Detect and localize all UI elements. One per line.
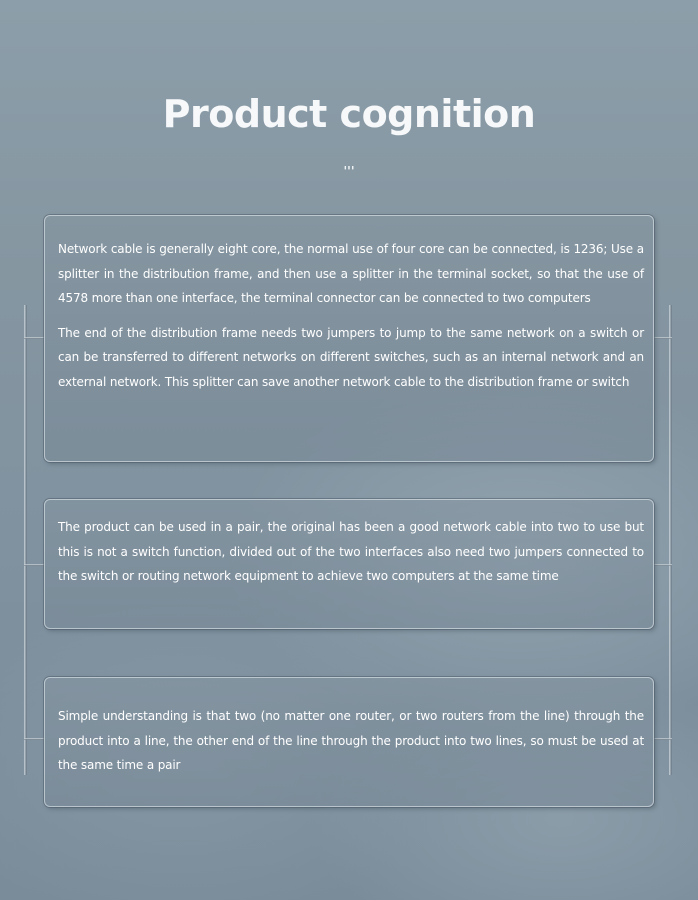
- panel-paragraph: The end of the distribution frame needs two jumpers to jump to the same network on a switch or can be transferred to different networks on different switches, such as an internal network and an external network. This splitter can save another network cable to the distribution frame or switch: [58, 325, 644, 389]
- left-rail-connector: [24, 738, 44, 740]
- right-rail-connector: [654, 738, 672, 740]
- right-rail-connector: [654, 337, 672, 339]
- left-decorative-rail: [24, 305, 27, 775]
- title-decoration-mark: ''': [343, 164, 355, 178]
- right-rail-connector: [654, 564, 672, 566]
- info-panel-pair-usage: [44, 499, 654, 629]
- right-decorative-rail: [669, 305, 672, 775]
- info-panel-simple-understanding: [44, 677, 654, 807]
- info-panel-cable-cores: [44, 215, 654, 462]
- panel-paragraph: Simple understanding is that two (no matter one router, or two routers from the line) through the product into a line, the other end of the line through the product into two lines, so must be used at the same time a pair: [58, 709, 644, 772]
- panel-paragraph: Network cable is generally eight core, the normal use of four core can be connected, is 1236; Use a splitter in the distribution frame, and then use a splitter in the terminal socket, so that the use of 4578 more than one interface, the terminal connector can be connected to two computers: [58, 242, 644, 305]
- left-rail-connector: [24, 564, 44, 566]
- page-title: Product cognition: [162, 92, 536, 136]
- left-rail-connector: [24, 337, 44, 339]
- panel-paragraph: The product can be used in a pair, the original has been a good network cable into two to use but this is not a switch function, divided out of the two interfaces also need two jumpers connected to the switch or routing network equipment to achieve two computers at the same time: [58, 520, 644, 583]
